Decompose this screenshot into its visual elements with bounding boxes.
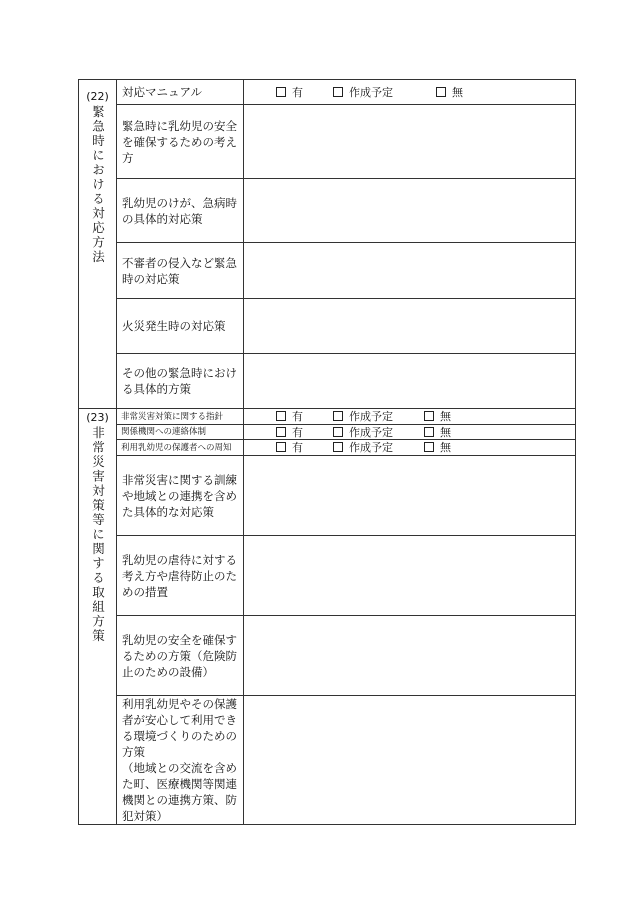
- checkbox-icon[interactable]: [333, 442, 343, 452]
- checkbox-icon[interactable]: [333, 427, 343, 437]
- table-row: [79, 299, 576, 354]
- checkbox-icon[interactable]: [276, 427, 286, 437]
- option-planned[interactable]: 作成予定: [333, 441, 393, 454]
- table-row: [79, 536, 576, 616]
- table-row: [79, 409, 576, 425]
- section-22-header: [79, 80, 117, 409]
- option-yes[interactable]: 有: [276, 410, 303, 423]
- option-yes[interactable]: 有: [276, 426, 303, 439]
- answer-cell[interactable]: [244, 299, 576, 354]
- option-no[interactable]: 無: [424, 426, 451, 439]
- answer-cell[interactable]: [244, 179, 576, 243]
- checklist-options: [244, 425, 576, 440]
- table-row: [79, 616, 576, 696]
- table-row: [79, 80, 576, 105]
- table-row: [79, 456, 576, 536]
- answer-cell[interactable]: [244, 536, 576, 616]
- table-row: [79, 243, 576, 299]
- answer-cell[interactable]: [244, 105, 576, 179]
- checklist-label: 非常災害対策に関する指針: [117, 409, 244, 425]
- checkbox-icon[interactable]: [333, 87, 343, 97]
- checkbox-icon[interactable]: [424, 411, 434, 421]
- answer-cell[interactable]: [244, 243, 576, 299]
- row-label: 乳幼児のけが、急病時の具体的対応策: [117, 179, 244, 243]
- checkbox-icon[interactable]: [276, 411, 286, 421]
- option-planned[interactable]: 作成予定: [333, 426, 393, 439]
- option-no[interactable]: 無: [424, 441, 451, 454]
- table-row: [79, 425, 576, 440]
- checkbox-icon[interactable]: [436, 87, 446, 97]
- option-yes[interactable]: 有: [276, 441, 303, 454]
- section-number: (23): [86, 411, 109, 424]
- answer-cell[interactable]: [244, 696, 576, 825]
- row-label: 乳幼児の虐待に対する考え方や虐待防止のための措置: [117, 536, 244, 616]
- option-planned[interactable]: 作成予定: [333, 410, 393, 423]
- form-table: [78, 79, 576, 825]
- table-row: [79, 105, 576, 179]
- section-title: 緊急時における対応方法: [90, 105, 106, 265]
- table-row: [79, 440, 576, 456]
- option-planned[interactable]: 作成予定: [333, 86, 393, 99]
- checkbox-icon[interactable]: [333, 411, 343, 421]
- manual-label: 対応マニュアル: [117, 80, 244, 105]
- section-23-header: [79, 409, 117, 825]
- checkbox-icon[interactable]: [424, 442, 434, 452]
- section-title: 非常災害対策等に関する取組方策: [90, 426, 106, 644]
- row-label: 乳幼児の安全を確保するための方策（危険防止のための設備）: [117, 616, 244, 696]
- row-label: 火災発生時の対応策: [117, 299, 244, 354]
- table-row: [79, 179, 576, 243]
- row-label: 非常災害に関する訓練や地域との連携を含めた具体的な対応策: [117, 456, 244, 536]
- answer-cell[interactable]: [244, 616, 576, 696]
- row-label: 利用乳幼児やその保護者が安心して利用できる環境づくりのための方策 （地域との交流を含めた町、医療機関等関連機関との連携方策、防犯対策）: [117, 696, 244, 825]
- option-no[interactable]: 無: [424, 410, 451, 423]
- option-yes[interactable]: 有: [276, 86, 303, 99]
- answer-cell[interactable]: [244, 354, 576, 409]
- checkbox-icon[interactable]: [276, 442, 286, 452]
- answer-cell[interactable]: [244, 456, 576, 536]
- table-row: [79, 354, 576, 409]
- checklist-label: 関係機関への連絡体制: [117, 425, 244, 440]
- checklist-label: 利用乳幼児の保護者への周知: [117, 440, 244, 456]
- checkbox-icon[interactable]: [276, 87, 286, 97]
- option-no[interactable]: 無: [436, 86, 463, 99]
- table-row: [79, 696, 576, 825]
- checkbox-icon[interactable]: [424, 427, 434, 437]
- manual-options: [244, 80, 576, 105]
- row-label: 緊急時に乳幼児の安全を確保するための考え方: [117, 105, 244, 179]
- checklist-options: [244, 440, 576, 456]
- checklist-options: [244, 409, 576, 425]
- row-label: その他の緊急時における具体的方策: [117, 354, 244, 409]
- row-label: 不審者の侵入など緊急時の対応策: [117, 243, 244, 299]
- section-number: (22): [86, 90, 109, 103]
